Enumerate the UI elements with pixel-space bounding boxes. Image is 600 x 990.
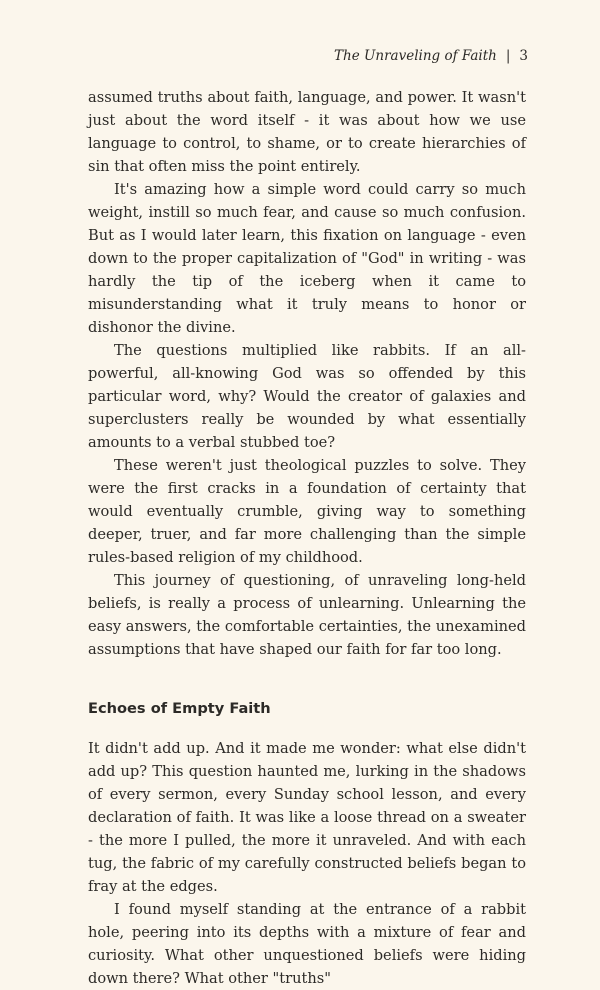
paragraph: These weren't just theological puzzles to solve. They were the first cracks in a foundation of certainty that would eventually crumble, giving way to something deeper, truer, and far more challenging than the simple rules-based religion of my childhood. — [88, 457, 526, 566]
running-header — [334, 48, 528, 64]
header-separator: | — [505, 48, 511, 64]
paragraph: I found myself standing at the entrance of a rabbit hole, peering into its depths with a mixture of fear and curiosity. What other unquestioned beliefs were hiding down there? What other "truths" — [88, 901, 526, 987]
chapter-title: The Unraveling of Faith — [334, 48, 497, 64]
paragraph: It didn't add up. And it made me wonder: what else didn't add up? This question haunted me, lurking in the shadows of every sermon, every Sunday school lesson, and every declaration of faith. It was like a loose thread on a sweater - the more I pulled, the more it unraveled. And with each tug, the fabric of my carefully constructed beliefs began to fray at the edges. — [88, 740, 526, 895]
paragraph: The questions multiplied like rabbits. If an all-powerful, all-knowing God was so offended by this particular word, why? Would the creator of galaxies and superclusters really be wounded by what essentially amounts to a verbal stubbed toe? — [88, 342, 526, 451]
page-number: 3 — [519, 48, 528, 64]
paragraph: assumed truths about faith, language, and power. It wasn't just about the word itself - it was about how we use language to control, to shame, or to create hierarchies of sin that often miss the point entirely. — [88, 89, 526, 175]
paragraph: It's amazing how a simple word could carry so much weight, instill so much fear, and cause so much confusion. But as I would later learn, this fixation on language - even down to the proper capitalization of "God" in writing - was hardly the tip of the iceberg when it came to misunderstanding what it truly means to honor or dishonor the divine. — [88, 181, 526, 336]
body-text — [88, 86, 526, 990]
section-heading: Echoes of Empty Faith — [88, 700, 271, 717]
paragraph: This journey of questioning, of unraveling long-held beliefs, is really a process of unlearning. Unlearning the easy answers, the comfortable certainties, the unexamined assumptions that have shaped our faith for far too long. — [88, 572, 526, 658]
